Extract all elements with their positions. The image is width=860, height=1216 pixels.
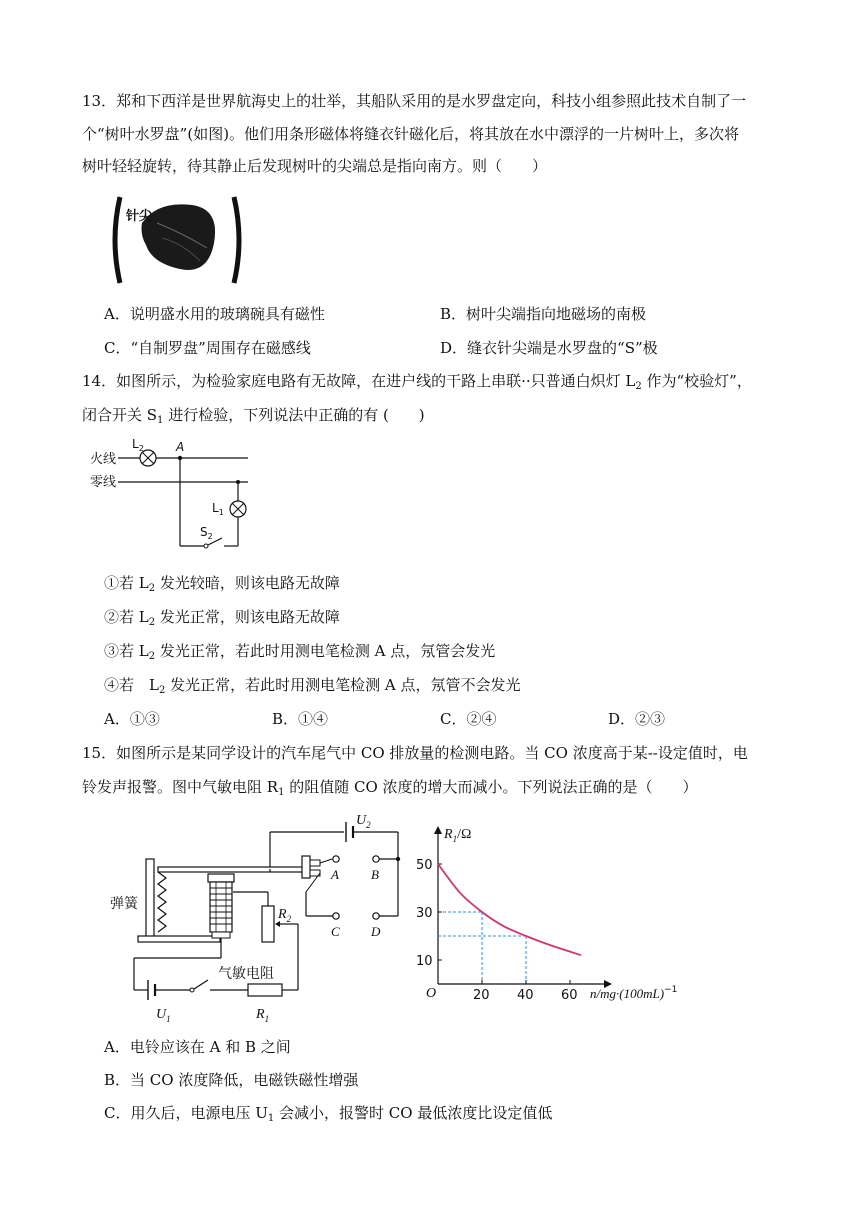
spring-label: 弹簧 xyxy=(110,896,138,912)
x-tick-label: 60 xyxy=(561,988,578,1003)
q14-option-a[interactable]: A．①③ xyxy=(104,710,160,728)
y-axis-arrow xyxy=(434,826,442,834)
svg-text:D: D xyxy=(371,924,381,939)
leaf-compass-figure xyxy=(112,193,242,287)
q15-stem-line2: 铃发声报警。图中气敏电阻 $R_1$ 的阻值随 CO 浓度的增大而减小。下列说法正确的是（ ） xyxy=(82,778,698,798)
resistance-concentration-chart xyxy=(410,812,710,1022)
gas-sensor-r1 xyxy=(248,984,282,996)
rheostat-r2 xyxy=(262,906,274,942)
y-tick-label: 10 xyxy=(416,954,433,969)
svg-text:R1: $R_1$ xyxy=(256,1007,270,1024)
q14-statement-4: ④若 $L_2$ 发光正常，若此时用测电笔检测 A 点，氖管不会发光 xyxy=(104,676,521,696)
y-tick-label: 30 xyxy=(416,906,433,921)
q13-option-d[interactable]: D．缝衣针尖端是水罗盘的“S”极 xyxy=(440,339,658,357)
q13-option-c[interactable]: C．“自制罗盘”周围存在磁感线 xyxy=(104,339,311,357)
q14-stem-line2: 闭合开关 $S_1$ 进行检验，下列说法中正确的有 ( ) xyxy=(82,406,425,426)
q13-stem-line1: 13．郑和下西洋是世界航海史上的壮举，其船队采用的是水罗盘定向，科技小组参照此技术自制了一 xyxy=(82,92,747,110)
q13-option-b[interactable]: B．树叶尖端指向地磁场的南极 xyxy=(440,305,647,323)
co-alarm-circuit xyxy=(108,812,408,1024)
svg-text:U1: $U_1$ xyxy=(156,1007,171,1024)
contact-d xyxy=(373,913,379,919)
gas-sensor-label: 气敏电阻 xyxy=(218,966,274,982)
svg-text:S2: $S_2$ xyxy=(200,525,213,541)
contact-c xyxy=(333,913,339,919)
q14-statement-1: ①若 $L_2$ 发光较暗，则该电路无故障 xyxy=(104,574,340,594)
live-wire-label: 火线 xyxy=(90,452,117,467)
q14-stem-line1: 14．如图所示，为检验家庭电路有无故障，在进户线的干路上串联··只普通白炽灯 $L_2$ 作为“校验灯”， xyxy=(82,372,752,392)
q14-option-b[interactable]: B．①④ xyxy=(272,710,329,728)
svg-text:C: C xyxy=(331,924,340,939)
neutral-wire-label: 零线 xyxy=(90,475,117,490)
point-a-label: A xyxy=(176,440,185,454)
q15-stem-line1: 15．如图所示是某同学设计的汽车尾气中 CO 排放量的检测电路。当 CO 浓度高于某--设定值时，电 xyxy=(82,744,748,762)
q14-option-d[interactable]: D．②③ xyxy=(608,710,666,728)
q13-option-a[interactable]: A．说明盛水用的玻璃碗具有磁性 xyxy=(104,305,325,323)
chart-axes xyxy=(434,826,612,988)
y-axis-label: $R_1/\Omega$ xyxy=(444,827,472,844)
q14-statement-3: ③若 $L_2$ 发光正常，若此时用测电笔检测 A 点，氖管会发光 xyxy=(104,642,496,662)
contact-b xyxy=(373,856,379,862)
svg-text:U2: $U_2$ xyxy=(356,813,371,830)
needle-tip-label: 针尖 xyxy=(126,209,153,224)
x-tick-label: 20 xyxy=(473,988,490,1003)
q15-option-b[interactable]: B．当 CO 浓度降低，电磁铁磁性增强 xyxy=(104,1071,359,1089)
svg-text:A: A xyxy=(331,867,339,882)
q14-option-c[interactable]: C．②④ xyxy=(440,710,497,728)
chart-guides xyxy=(438,912,526,984)
spring-coil xyxy=(158,872,166,932)
contact-a xyxy=(333,856,339,862)
y-tick-label: 50 xyxy=(416,858,433,873)
origin-label: O xyxy=(426,986,437,1001)
svg-text:L1: $L_1$ xyxy=(212,501,224,517)
q15-option-a[interactable]: A．电铃应该在 A 和 B 之间 xyxy=(104,1038,291,1056)
q14-statement-2: ②若 $L_2$ 发光正常，则该电路无故障 xyxy=(104,608,340,628)
chart-ticks xyxy=(416,858,578,1003)
resistance-curve xyxy=(438,864,581,955)
svg-text:R2: $R_2$ xyxy=(278,907,292,924)
q13-stem-line2: 个“树叶水罗盘”(如图)。他们用条形磁体将缝衣针磁化后，将其放在水中漂浮的一片树叶上，多次将 xyxy=(82,125,740,143)
svg-text:L2: $L_2$ xyxy=(132,438,144,453)
x-axis-label: $n/mg\cdot(100mL)^{-1}$ xyxy=(590,985,678,1001)
x-tick-label: 40 xyxy=(517,988,534,1003)
svg-text:B: B xyxy=(371,867,379,882)
household-circuit-figure xyxy=(88,438,258,554)
q15-option-c[interactable]: C．用久后，电源电压 $U_1$ 会减小，报警时 CO 最低浓度比设定值低 xyxy=(104,1104,553,1124)
q13-stem-line3: 树叶轻轻旋转，待其静止后发现树叶的尖端总是指向南方。则（ ） xyxy=(82,157,548,175)
